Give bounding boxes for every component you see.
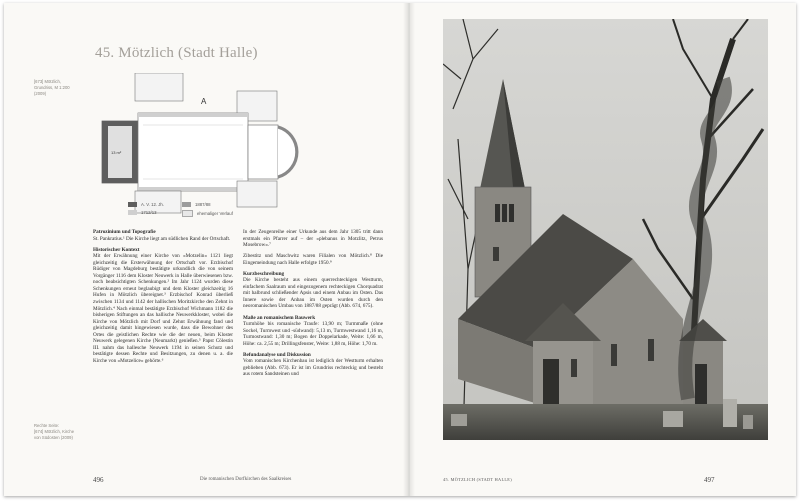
paragraph: St. Pankratius.¹ Die Kirche liegt am südlichen Rand der Ortschaft.: [93, 235, 231, 242]
running-footer-right: 45. MÖTZLICH (STADT HALLE): [443, 477, 512, 482]
chapter-title: 45. Mötzlich (Stadt Halle): [95, 45, 258, 61]
paragraph: Turmhöhe bis romanische Traufe: 13,90 m; Turmmaße (ohne Sockel, Turmwest und -südwand): 5,13 m, Turmwestwand 1,16 m, Turmostwand: 1,30 m; Bogen der Doppelarkade, Weite: 1,66 m, Höhe: ca. 2,55 m; Drillingsfenster, Weite: 1,88 m, Höhe: 1,70 m.: [243, 321, 383, 347]
paragraph: Zibestitz und Maschwitz waren Filialen von Mötzlich.⁸ Die Eingemeindung nach Halle erfolgte 1950.⁹: [243, 253, 383, 266]
legend-swatch: [182, 202, 191, 207]
page-number-right: 497: [704, 476, 715, 484]
section-heading: Maße an romanischem Bauwerk: [243, 314, 316, 321]
page-number-left: 496: [93, 476, 104, 484]
book-gutter: [403, 3, 415, 496]
paragraph: Vom romanischen Kirchenbau ist lediglich der Westturm erhalten geblieben (Abb. 673). Er ist im Grundriss rechteckig und besteht aus rotem Sandsteinen und: [243, 358, 383, 378]
legend-swatch: [128, 210, 137, 215]
paragraph: In der Zeugenreihe einer Urkunde aus dem Jahr 1305 tritt dann erstmals ein Pfarrer auf – der »plebanus in Motzlitz, Petrus Mosebrow«.⁷: [243, 229, 383, 249]
paragraph: Die Kirche besteht aus einem querrechteckigen Westturm, einfachem Saalraum und eingezogenem rechteckigen Chorquadrat mit halbrund schließender Apsis und einem Anbau im Osten. Das Innere sowie der Anbau im Osten wurden durch den neoromanischen Umbau von 1887/88 geprägt (Abb. 674, 675).: [243, 277, 383, 310]
plan-caption: [673] Mötzlich, Grundriss, M 1:200 (2009): [34, 79, 70, 96]
legend-swatch: [128, 202, 137, 207]
running-footer-left: Die romanischen Dorfkirchen des Saalkreises: [200, 477, 292, 482]
church-photo: [443, 19, 768, 440]
photo-caption: Rechte Seite: [674] Mötzlich, Kirche von Südosten (2009): [34, 423, 75, 440]
legend-item: 1887/88: [182, 202, 211, 207]
legend-item: 1712/13: [128, 210, 157, 215]
paragraph: Mit der Erwähnung einer Kirche von »Motzelin« 1121 liegt gleichzeitig die Ersterwähnung der Ortschaft vor. Erzbischof Rüdiger von Magdeburg bestätigte urkundlich die von seinem Vorgänger 1116 dem Kloster Neuwerk in Halle überwiesenen bzw. noch beabsichtigten Schenkungen.² Im Jahr 1124 wurden diese Schenkungen erneut beglaubigt und dem Kloster gleichzeitig 16 Hufen in Mötzlich übereignet.³ Erzbischof Konrad überließ zwischen 1134 und 1142 der hallischen Moritzkirche den Zehnt in Mötzlich.⁴ Nach einmal bestätigte Erzbischof Wichmann 1182 die bisherigen Stiftungen an das hallische Neuwerkkloster, wobei die Kirche von Mötzlich mit Dorf und Zehnt Erwähnung fand und gleichzeitig damit hingewiesen wurde, dass die Bewohner des Ortes die geistlichen Rechte wie die der neuen, beim Kloster Neuwerk gelegenen Kirche (Neumarkt) genießen.⁵ Papst Cölestin III. nahm das hallesche Neuwerk 1194 in seinen Schutz und bestätigte dessen Rechte und Besitzungen, zu denen u. a. die Kirche von »Motzelice« gehörte.⁶: [93, 253, 233, 364]
book-spread: [4, 3, 796, 496]
section-heading: Patrozinium und Topografie: [93, 229, 156, 235]
section-heading: Kurzbeschreibung: [243, 270, 285, 277]
dimension-label: 13 m²: [111, 150, 122, 155]
north-mark: A: [201, 97, 207, 106]
legend-swatch: [182, 210, 193, 217]
section-heading: Historischer Kontext: [93, 246, 140, 253]
text-column-2: [243, 229, 383, 382]
text-column-1: [93, 229, 233, 369]
legend-item: ehemaliger Verlauf: [182, 210, 233, 217]
section-heading: Befundanalyse und Diskussion: [243, 351, 311, 358]
legend-item: A. V. 12. Jh.: [128, 202, 164, 207]
